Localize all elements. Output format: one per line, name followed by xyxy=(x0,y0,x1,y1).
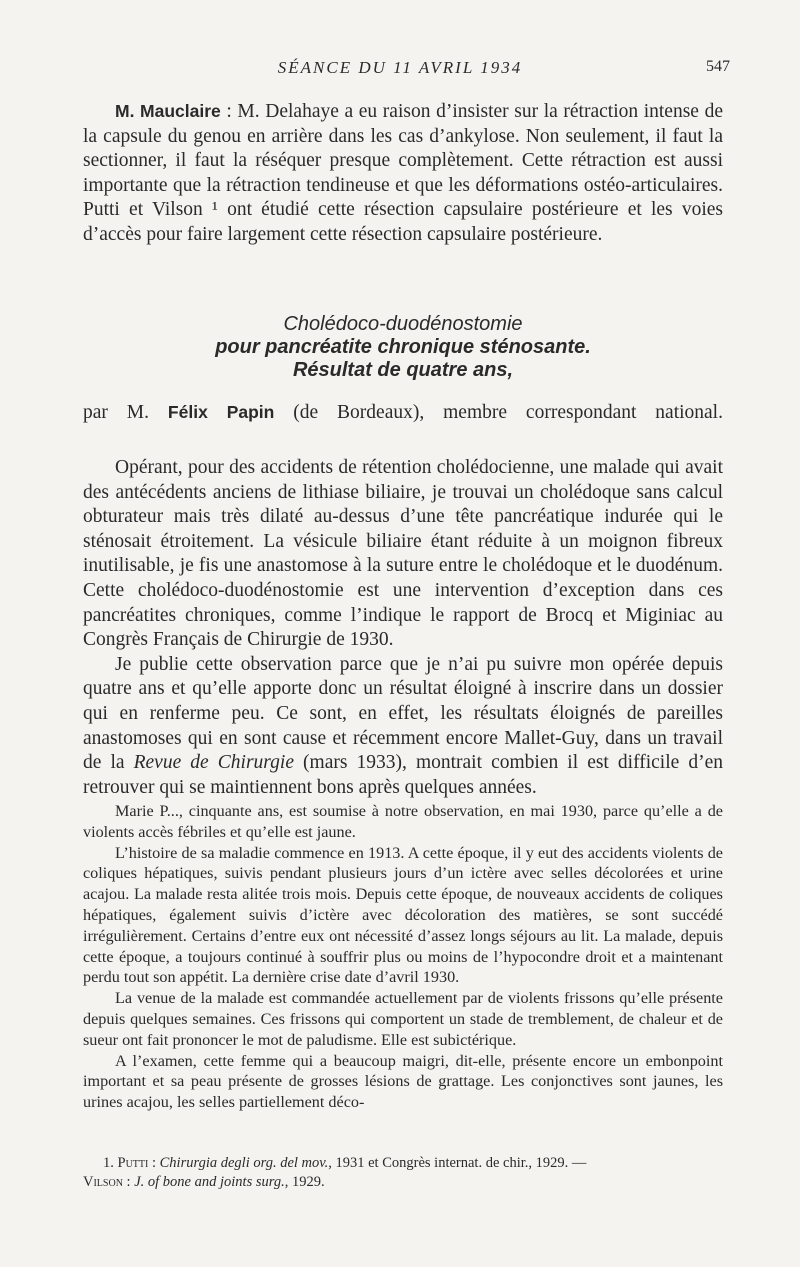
paragraph-text: (mars 1933), montrait combien il est difficile d’en retrouver qui se maintiennent bons après quelques années. xyxy=(83,752,723,798)
paragraph-text: Je publie cette observation parce que je n’ai pu suivre mon opérée depuis quatre ans et qu’elle apporte donc un résultat éloigné à inscrire dans un dossier qui en renferme peu. Ce sont, en effet, les résultats éloignés de pareilles anastomoses qui en sont cause et récemment encore Mallet-Guy, dans un travail de la xyxy=(83,653,723,774)
observation-paragraph: L’histoire de sa maladie commence en 1913. A cette époque, il y eut des accidents violents de coliques hépatiques, suivis pendant plusieurs jours d’un ictère avec selles décolorées et urine acajou. La malade resta alitée trois mois. Depuis cette époque, de nouveaux accidents de coliques hépatiques, également suivis d’ictère avec décoloration des matières, se sont succédé irrégulièrement. Certains d’entre eux ont nécessité d’assez longs séjours au lit. La malade, depuis cette époque, a toujours continué à souffrir plus ou moins de l’hypocondre droit et a maintenant perdu tout son appétit. La dernière crise date d’avril 1930. xyxy=(83,843,723,987)
footnote-rest: , 1929. xyxy=(284,1174,325,1190)
footnote-rest: , 1931 et Congrès internat. de chir., 1929. — xyxy=(328,1155,587,1171)
observation-block xyxy=(83,801,723,1113)
byline-suffix: (de Bordeaux), membre correspondant national. xyxy=(274,402,723,423)
footnotes xyxy=(83,1154,723,1192)
body-paragraph: Opérant, pour des accidents de rétention cholédocienne, une malade qui avait des antécédents anciens de lithiase biliaire, je trouvai un cholédoque sans calcul obturateur mais très dilaté au-dessus d’une tête pancréatique indurée qui le sténosait étroitement. La vésicule biliaire étant réduite à un moignon fibreux inutilisable, je fis une anastomose à la suture entre le cholédoque et le duodénum. Cette cholédoco-duodénostomie est une intervention d’exception dans ces pancréatites chroniques, comme l’indique le rapport de Brocq et Miginiac au Congrès Français de Chirurgie de 1930. xyxy=(83,457,723,651)
footnote-number: 1. xyxy=(103,1155,114,1171)
footnote-work: J. of bone and joints surg. xyxy=(134,1174,285,1190)
article-title-line-2: pour pancréatite chronique sténosante. xyxy=(215,336,591,358)
footnote-separator: : xyxy=(148,1155,160,1171)
running-title: SÉANCE DU 11 AVRIL 1934 xyxy=(277,58,523,77)
observation-paragraph: A l’examen, cette femme qui a beaucoup maigri, dit-elle, présente encore un embonpoint important et sa peau présente de grosses lésions de grattage. Les conjonctives sont jaunes, les urines acajou, les selles partiellement déco- xyxy=(83,1051,723,1112)
footnote-separator: : xyxy=(122,1174,135,1190)
article-title xyxy=(83,313,723,382)
footnote-work: Chirurgia degli org. del mov. xyxy=(159,1155,329,1171)
article-byline xyxy=(83,402,723,424)
journal-title: Revue de Chirurgie xyxy=(133,752,294,774)
footnote-1 xyxy=(83,1154,723,1173)
body-large-block xyxy=(83,456,723,800)
footnote-2 xyxy=(83,1173,723,1192)
observation-paragraph: La venue de la malade est commandée actuellement par de violents frissons qu’elle présente depuis quelques semaines. Ces frissons qui comportent un stade de tremblement, de chaleur et de sueur ont fait prononcer le mot de paludisme. Elle est subictérique. xyxy=(83,989,723,1049)
page-number: 547 xyxy=(706,58,730,75)
body-paragraph xyxy=(83,653,723,801)
speaker-name: M. Mauclaire xyxy=(115,101,221,121)
article-title-line-3: Résultat de quatre ans, xyxy=(292,359,514,381)
author-name: Félix Papin xyxy=(167,402,275,422)
intro-paragraph xyxy=(83,99,723,248)
footnote-author: Putti xyxy=(117,1155,149,1171)
footnote-author: Vilson xyxy=(83,1174,123,1190)
byline-prefix: par M. xyxy=(83,402,168,423)
observation-paragraph: Marie P..., cinquante ans, est soumise à notre observation, en mai 1930, parce qu’elle a de violents accès fébriles et qu’elle est jaune. xyxy=(83,802,723,841)
page-header xyxy=(0,58,800,88)
article-title-line-1: Cholédoco-duodénostomie xyxy=(283,313,523,335)
intro-paragraph-block xyxy=(83,99,723,248)
intro-text: : M. Delahaye a eu raison d’insister sur la rétraction intense de la capsule du genou en arrière dans les cas d’ankylose. Non seulement, il faut la sectionner, il faut la réséquer presque complètement. Cette rétraction est aussi importante que la rétraction tendineuse et que les déformations ostéo-articulaires. Putti et Vilson ¹ ont étudié cette résection capsulaire postérieure et les voies d’accès pour faire largement cette résection capsulaire postérieure. xyxy=(83,101,723,245)
